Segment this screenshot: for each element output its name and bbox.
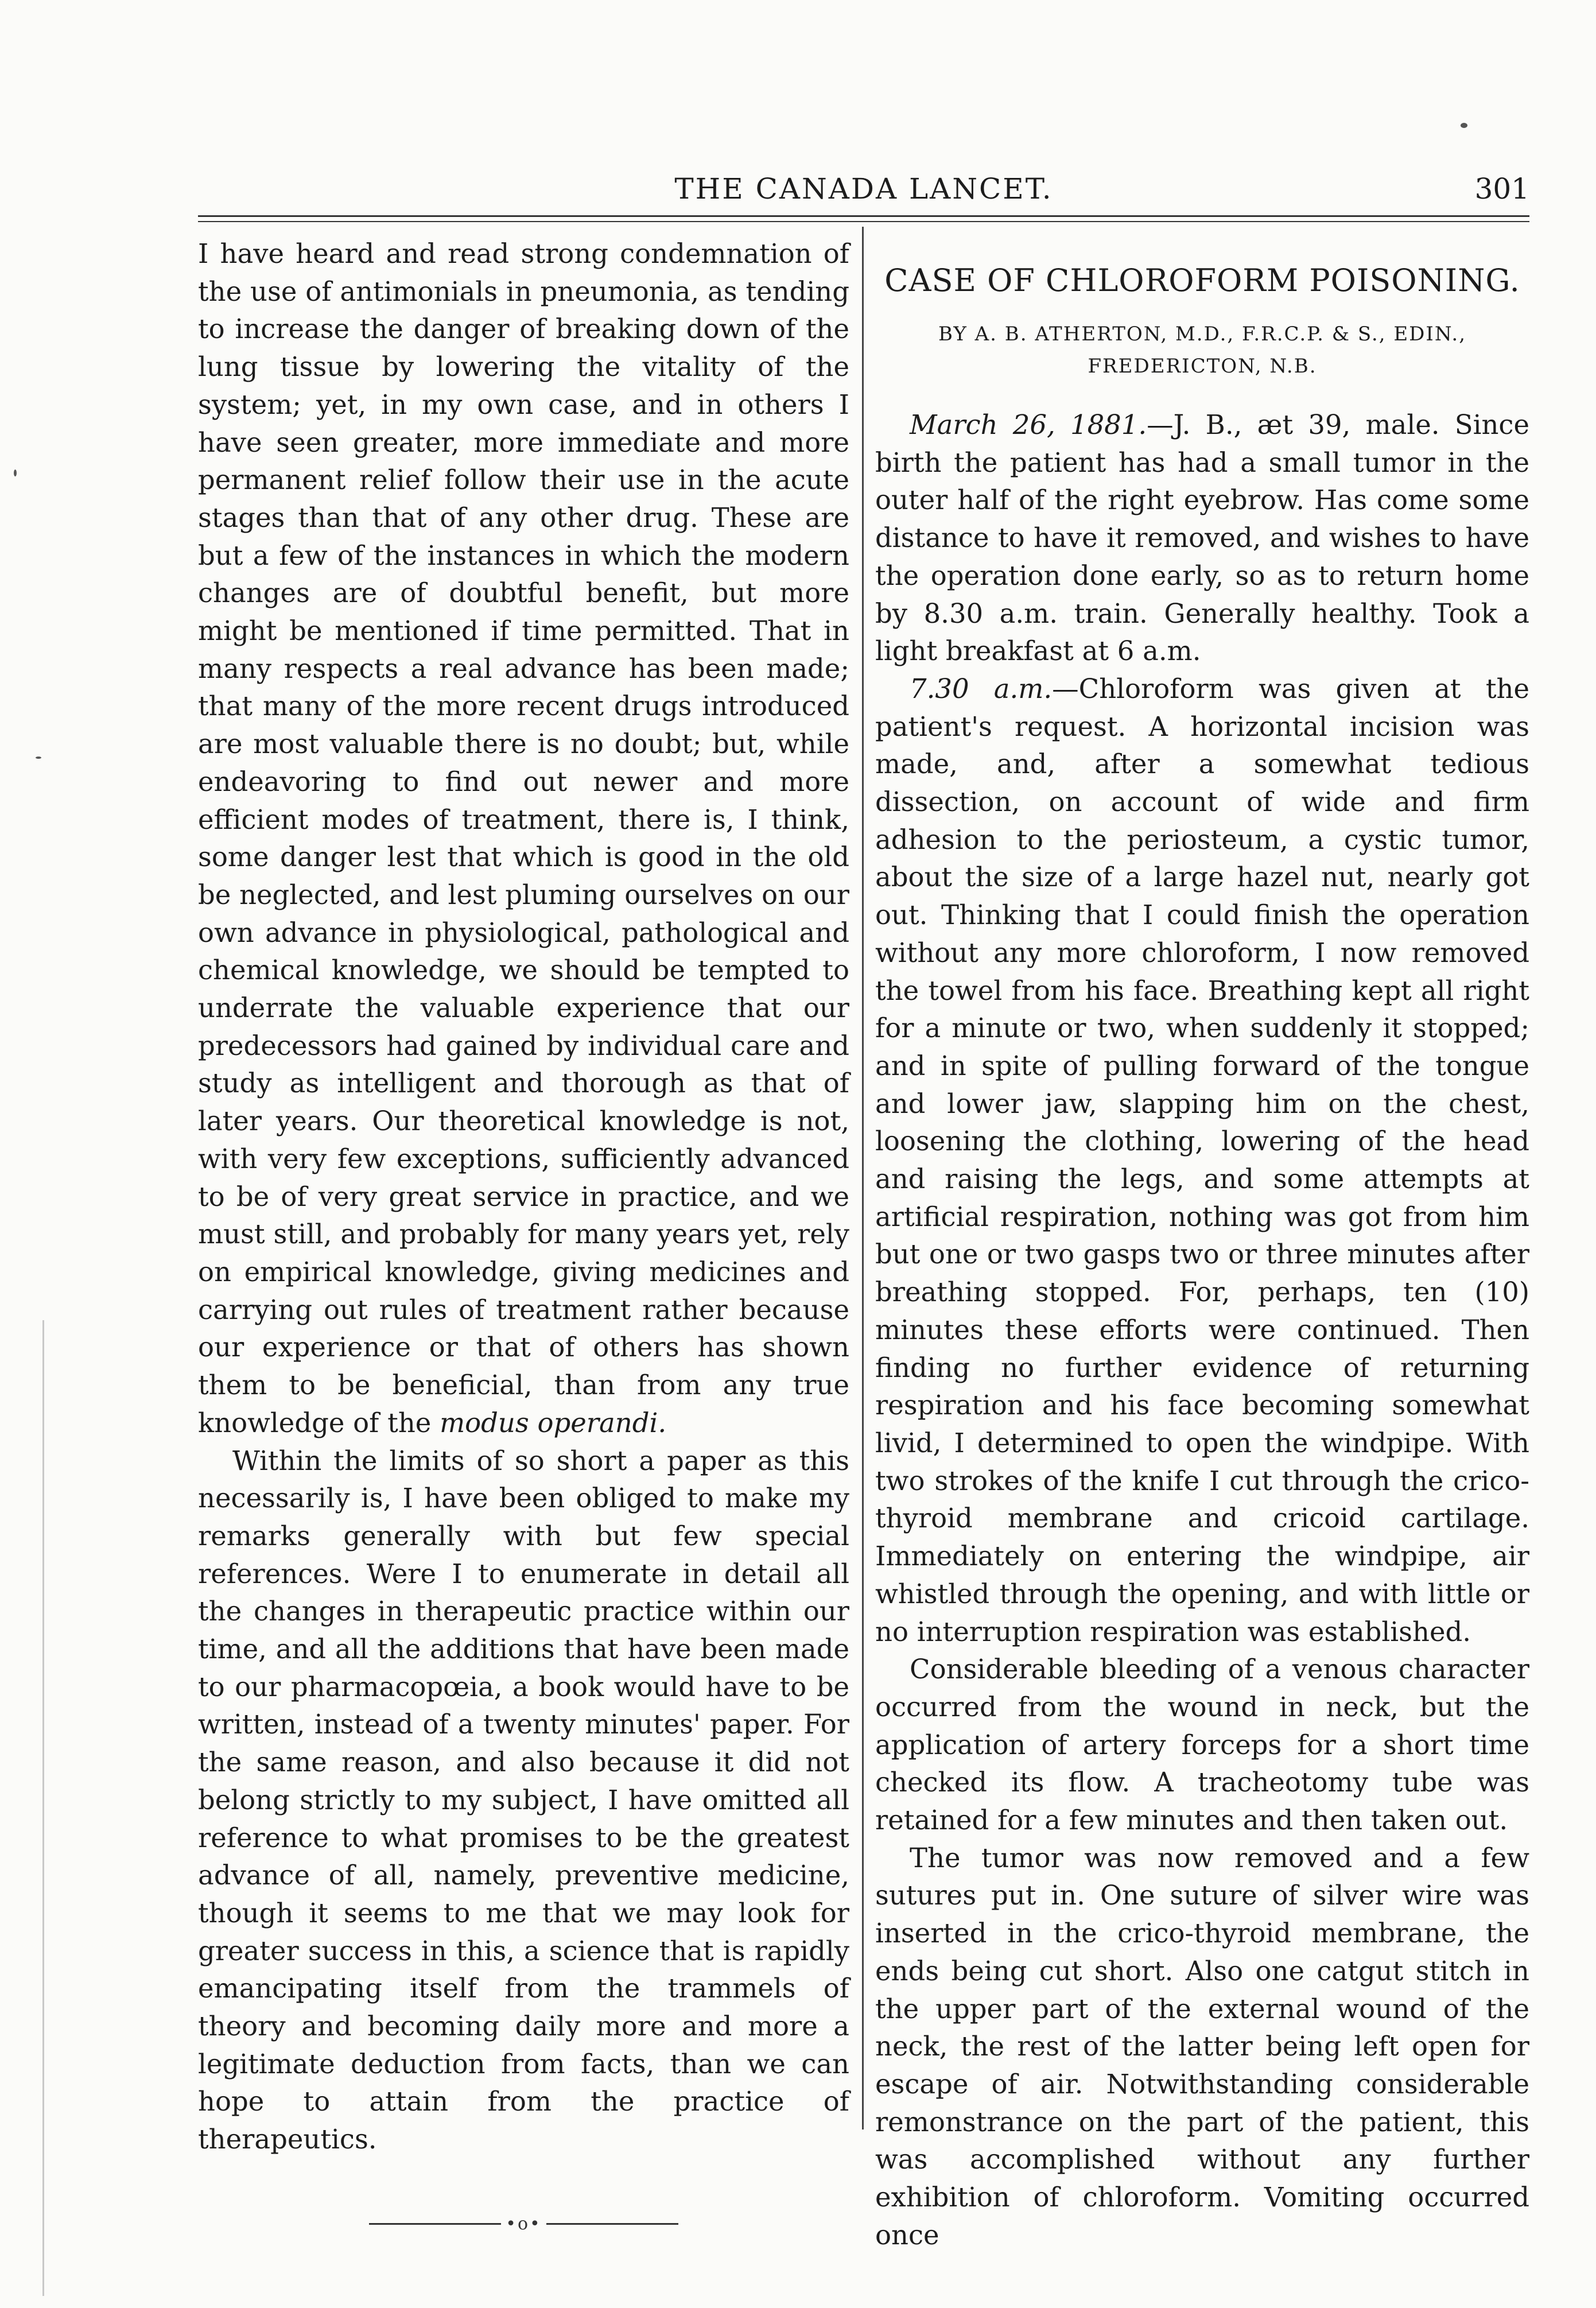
article-byline (875, 318, 1529, 382)
article-title: CASE OF CHLOROFORM POISONING. (884, 262, 1520, 298)
case-paragraph-4: The tumor was now removed and a few sutures put in. One suture of silver wire was inserted in the crico-thyroid membrane, the ends being cut short. Also one catgut stitch in the upper part of the external wound of the neck, the rest of the latter being left open for escape of air. Notwithstanding considerable remonstrance on the part of the patient, this was accomplished without any further exhibition of chloroform. Vomiting occurred once (875, 1842, 1529, 2251)
case-paragraph-1 (875, 406, 1529, 670)
scan-speck (1461, 123, 1467, 128)
case-paragraph-3: Considerable bleeding of a venous character occurred from the wound in neck, but the application of artery forceps for a short time checked its flow. A tracheotomy tube was retained for a few minutes and then taken out. (875, 1654, 1529, 1836)
left-paragraph-2: Within the limits of so short a paper as this necessarily is, I have been obliged to make my remarks generally with but few special references. Were I to enumerate in detail all the changes in therapeutic practice within our time, and all the additions that have been made to our pharmacopœia, a book would have to be written, instead of a twenty minutes' paper. For the same reason, and also because it did not belong strictly to my subject, I have omitted all reference to what promises to be the greatest advance of all, namely, preventive medicine, though it seems to me that we may look for greater success in this, a science that is rapidly emancipating itself from the trammels of theory and becoming daily more and more a legitimate deduction from facts, than we can hope to attain from the practice of therapeutics. (198, 1445, 849, 2155)
case-time: 7.30 a.m. (910, 673, 1053, 704)
right-column (875, 235, 1529, 2254)
case-paragraph-2 (875, 670, 1529, 1651)
page-header (198, 172, 1529, 212)
header-rule-top (198, 215, 1529, 217)
scan-speck (14, 470, 17, 476)
left-paragraph-1 (198, 235, 849, 1442)
scan-speck (36, 757, 41, 759)
header-rule-bottom (198, 221, 1529, 222)
case-date: March 26, 1881. (910, 409, 1147, 440)
ornament-glyph: •o• (506, 2214, 542, 2234)
ornament-rule-right (546, 2223, 678, 2225)
byline-author: BY A. B. ATHERTON, M.D., F.R.C.P. & S., EDIN., (938, 323, 1467, 346)
modus-operandi-phrase: modus operandi. (440, 1407, 667, 1438)
case-paragraph-1-text: —J. B., æt 39, male. Since birth the patient has had a small tumor in the outer half of the right eyebrow. Has come some distance to have it removed, and wishes to have the operation done early, so as to return home by 8.30 a.m. train. Generally healthy. Took a light breakfast at 6 a.m. (875, 409, 1529, 667)
running-title: THE CANADA LANCET. (674, 172, 1053, 205)
scan-edge-shadow (42, 1320, 44, 2296)
case-paragraph-2-text: —Chloroform was given at the patient's request. A horizontal incision was made, and, after a somewhat tedious dissection, on account of wide and firm adhesion to the periosteum, a cystic tumor, about the size of a large hazel nut, nearly got out. Thinking that I could finish the operation without any more chloroform, I now removed the towel from his face. Breathing kept all right for a minute or two, when suddenly it stopped; and in spite of pulling forward of the tongue and lower jaw, slapping him on the chest, loosening the clothing, lowering of the head and raising the legs, and some attempts at artificial respiration, nothing was got from him but one or two gasps two or three minutes after breathing stopped. For, perhaps, ten (10) minutes these efforts were continued. Then finding no further evidence of returning respiration and his face becoming somewhat livid, I determined to open the windpipe. With two strokes of the knife I cut through the crico-thyroid membrane and cricoid cartilage. Immediately on entering the windpipe, air whistled through the opening, and with little or no interruption respiration was established. (875, 673, 1529, 1647)
left-paragraph-1-text: I have heard and read strong condemnation of the use of antimonials in pneumonia, as tending to increase the danger of breaking down of the lung tissue by lowering the vitality of the system; yet, in my own case, and in others I have seen greater, more immediate and more permanent relief follow their use in the acute stages than that of any other drug. These are but a few of the instances in which the modern changes are of doubtful benefit, but more might be mentioned if time permitted. That in many respects a real advance has been made; that many of the more recent drugs introduced are most valuable there is no doubt; but, while endeavoring to find out newer and more efficient modes of treatment, there is, I think, some danger lest that which is good in the old be neglected, and lest pluming ourselves on our own advance in physiological, pathological and chemical knowledge, we should be tempted to underrate the valuable experience that our predecessors had gained by individual care and study as intelligent and thorough as that of later years. Our theoretical knowledge is not, with very few exceptions, sufficiently advanced to be of very great service in practice, and we must still, and probably for many years yet, rely on empirical knowledge, giving medicines and carrying out rules of treatment rather because our experience or that of others has shown them to be beneficial, than from any true knowledge of the (198, 238, 850, 1438)
column-divider (862, 227, 864, 2129)
byline-location: FREDERICTON, N.B. (1088, 355, 1317, 378)
page-number: 301 (1474, 172, 1529, 205)
ornament-rule-left (369, 2223, 501, 2225)
left-column (198, 235, 849, 2243)
end-ornament (198, 2205, 849, 2243)
